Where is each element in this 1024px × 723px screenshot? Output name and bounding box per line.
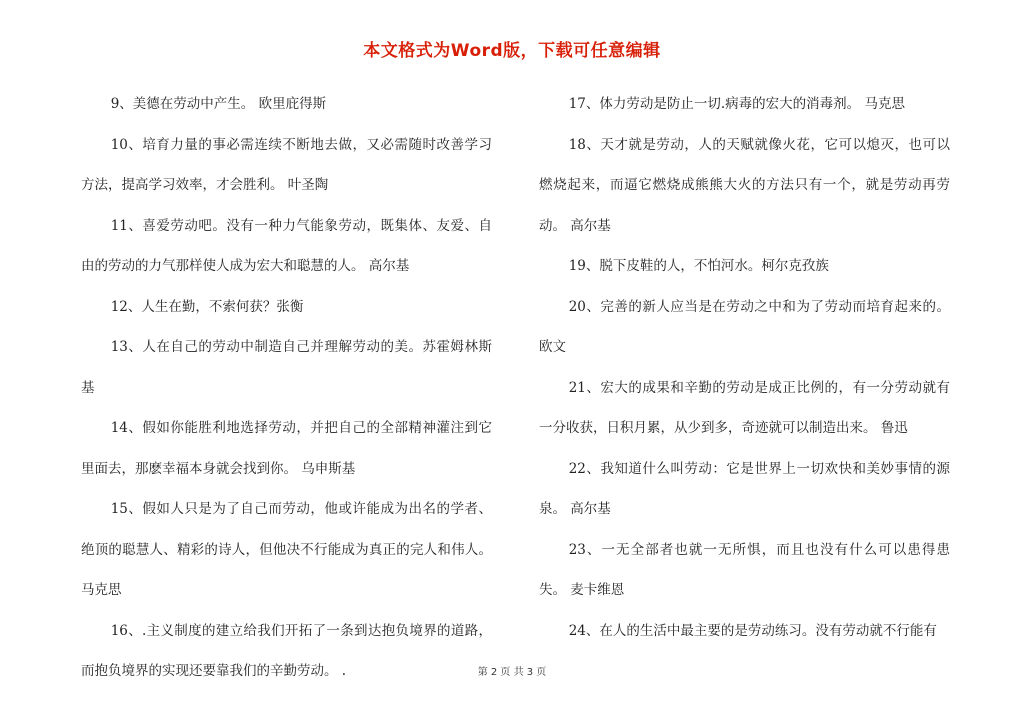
quote-paragraph: 13、人在自己的劳动中制造自己并理解劳动的美。苏霍姆林斯基 <box>81 339 492 396</box>
quote-paragraph: 24、在人的生活中最主要的是劳动练习。没有劳动就不行能有 <box>568 622 937 639</box>
quote-paragraph: 23、一无全部者也就一无所惧，而且也没有什么可以患得患失。 麦卡维恩 <box>539 541 950 598</box>
quote-paragraph: 15、假如人只是为了自己而劳动，他或许能成为出名的学者、绝顶的聪慧人、精彩的诗人，但他决不行能成为真正的完人和伟人。 马克思 <box>81 501 492 598</box>
left-column <box>81 84 492 692</box>
quote-paragraph: 11、喜爱劳动吧。没有一种力气能象劳动，既集体、友爱、自由的劳动的力气那样使人成为宏大和聪慧的人。 高尔基 <box>81 217 492 274</box>
quote-paragraph: 20、完善的新人应当是在劳动之中和为了劳动而培育起来的。 欧文 <box>539 298 950 355</box>
quote-paragraph: 14、假如你能胜利地选择劳动，并把自己的全部精神灌注到它里面去，那麽幸福本身就会找到你。 乌申斯基 <box>81 420 492 477</box>
quote-paragraph: 21、宏大的成果和辛勤的劳动是成正比例的，有一分劳动就有一分收获，日积月累，从少到多，奇迹就可以制造出来。 鲁迅 <box>539 379 950 436</box>
quote-paragraph: 17、体力劳动是防止一切.病毒的宏大的消毒剂。 马克思 <box>568 96 905 112</box>
quote-paragraph: 19、脱下皮鞋的人，不怕河水。柯尔克孜族 <box>568 258 829 274</box>
page-number-footer: 第 2 页 共 3 页 <box>477 667 547 678</box>
quote-paragraph: 10、培育力量的事必需连续不断地去做，又必需随时改善学习方法，提高学习效率，才会胜利。 叶圣陶 <box>81 136 492 193</box>
quote-paragraph: 16、.主义制度的建立给我们开拓了一条到达抱负境界的道路，而抱负境界的实现还要靠我们的辛勤劳动。 . <box>81 622 492 679</box>
quote-paragraph: 12、人生在勤，不索何获？张衡 <box>110 298 304 315</box>
quote-paragraph: 18、天才就是劳动，人的天赋就像火花，它可以熄灭，也可以燃烧起来，而逼它燃烧成熊熊大火的方法只有一个，就是劳动再劳动。 高尔基 <box>539 136 950 234</box>
right-column <box>539 84 950 651</box>
quote-paragraph: 22、我知道什么叫劳动：它是世界上一切欢快和美妙事情的源泉。 高尔基 <box>539 460 950 517</box>
word-format-banner: 本文格式为Word版，下载可任意编辑 <box>363 41 661 61</box>
quote-paragraph: 9、美德在劳动中产生。 欧里庇得斯 <box>110 96 327 112</box>
